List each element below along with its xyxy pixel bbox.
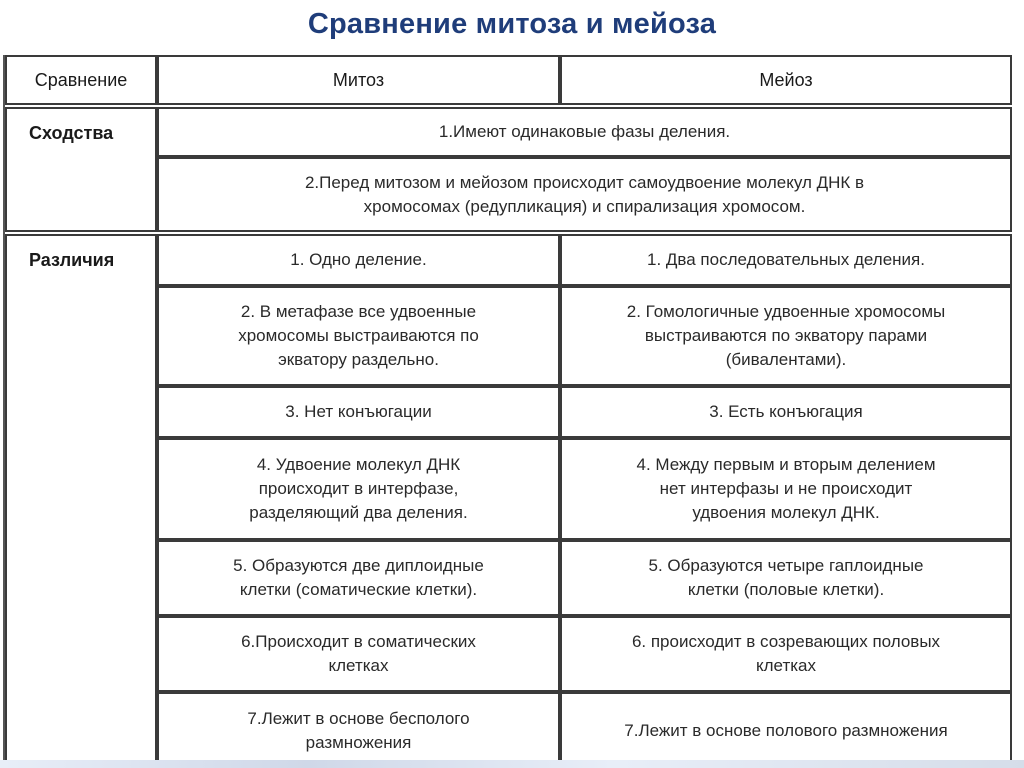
difference-mitosis-cell: 3. Нет конъюгации [157, 386, 560, 438]
page-title: Сравнение митоза и мейоза [307, 8, 717, 40]
difference-meiosis-cell: 6. происходит в созревающих половых клетках [560, 616, 1012, 692]
difference-meiosis-cell: 7.Лежит в основе полового размножения [560, 692, 1012, 768]
difference-meiosis-cell: 3. Есть конъюгация [560, 386, 1012, 438]
similarity-item: 2.Перед митозом и мейозом происходит самоудвоение молекул ДНК в хромосомах (редупликация) и спирализация хромосом. [157, 157, 1012, 232]
difference-mitosis-cell: 6.Происходит в соматических клетках [157, 616, 560, 692]
similarities-label: Сходства [5, 107, 157, 232]
difference-meiosis-cell: 2. Гомологичные удвоенные хромосомы выстраиваются по экватору парами (бивалентами). [560, 286, 1012, 386]
header-comparison: Сравнение [5, 55, 157, 105]
header-meiosis: Мейоз [560, 55, 1012, 105]
header-mitosis: Митоз [157, 55, 560, 105]
differences-label: Различия [5, 234, 157, 768]
difference-mitosis-cell: 1. Одно деление. [157, 234, 560, 286]
bottom-decorative-strip [0, 760, 1024, 768]
difference-meiosis-cell: 5. Образуются четыре гаплоидные клетки (половые клетки). [560, 540, 1012, 616]
similarity-item: 1.Имеют одинаковые фазы деления. [157, 107, 1012, 157]
difference-meiosis-cell: 1. Два последовательных деления. [560, 234, 1012, 286]
difference-mitosis-cell: 5. Образуются две диплоидные клетки (соматические клетки). [157, 540, 560, 616]
difference-mitosis-cell: 2. В метафазе все удвоенные хромосомы выстраиваются по экватору раздельно. [157, 286, 560, 386]
difference-mitosis-cell: 7.Лежит в основе бесполого размножения [157, 692, 560, 768]
difference-mitosis-cell: 4. Удвоение молекул ДНК происходит в интерфазе, разделяющий два деления. [157, 438, 560, 540]
difference-meiosis-cell: 4. Между первым и вторым делением нет интерфазы и не происходит удвоения молекул ДНК. [560, 438, 1012, 540]
